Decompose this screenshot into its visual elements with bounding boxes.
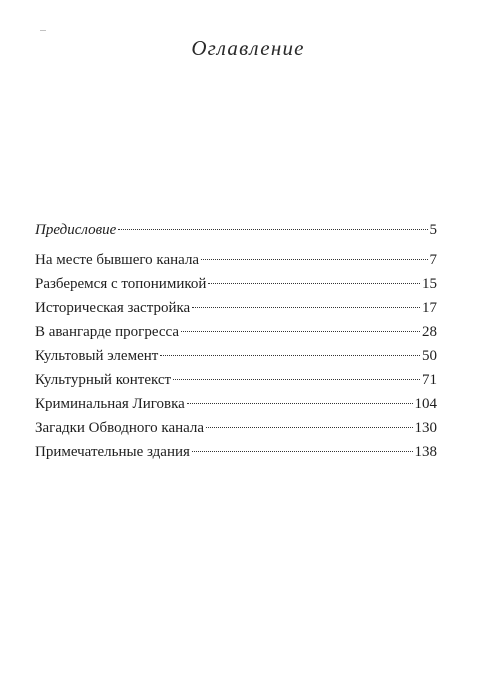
- toc-entry-page: 50: [422, 348, 437, 364]
- scan-mark: [40, 30, 46, 34]
- toc-entry[interactable]: [35, 320, 437, 344]
- toc-entry-label: Предисловие: [35, 222, 117, 238]
- dot-leader: [208, 283, 420, 284]
- toc-entry-page: 17: [422, 300, 437, 316]
- toc-entry-page: 5: [429, 222, 437, 238]
- toc-entry[interactable]: [35, 392, 437, 416]
- toc-entry-page: 28: [422, 324, 437, 340]
- toc-entry-label: Разберемся с топонимикой: [35, 276, 207, 292]
- dot-leader: [192, 451, 413, 452]
- toc-entry-label: На месте бывшего канала: [35, 252, 200, 268]
- toc-entry-page: 104: [414, 396, 437, 412]
- toc-entry-page: 138: [414, 444, 437, 460]
- toc-entry-label: Загадки Обводного канала: [35, 420, 205, 436]
- toc-entry[interactable]: [35, 416, 437, 440]
- dot-leader: [206, 427, 412, 428]
- toc-entry[interactable]: [35, 296, 437, 320]
- page-title: Оглавление: [191, 36, 305, 60]
- dot-leader: [118, 229, 427, 230]
- dot-leader: [187, 403, 413, 404]
- toc-entry-label: Культурный контекст: [35, 372, 172, 388]
- toc-entry-page: 15: [422, 276, 437, 292]
- toc-entry-label: В авангарде прогресса: [35, 324, 180, 340]
- toc-entry-label: Культовый элемент: [35, 348, 159, 364]
- toc-entry[interactable]: [35, 248, 437, 272]
- toc-entry[interactable]: [35, 368, 437, 392]
- dot-leader: [173, 379, 420, 380]
- dot-leader: [201, 259, 427, 260]
- toc-entry-page: 130: [414, 420, 437, 436]
- toc-entry[interactable]: [35, 344, 437, 368]
- toc-entry-label: Примечательные здания: [35, 444, 190, 460]
- toc-entry[interactable]: [35, 272, 437, 296]
- toc-entry-page: 7: [429, 252, 437, 268]
- dot-leader: [192, 307, 420, 308]
- table-of-contents: [35, 218, 437, 464]
- dot-leader: [160, 355, 420, 356]
- toc-entry-label: Историческая застройка: [35, 300, 191, 316]
- toc-entry-label: Криминальная Лиговка: [35, 396, 185, 412]
- toc-entry-preface[interactable]: [35, 218, 437, 242]
- toc-entry[interactable]: [35, 440, 437, 464]
- dot-leader: [181, 331, 420, 332]
- toc-entry-page: 71: [422, 372, 437, 388]
